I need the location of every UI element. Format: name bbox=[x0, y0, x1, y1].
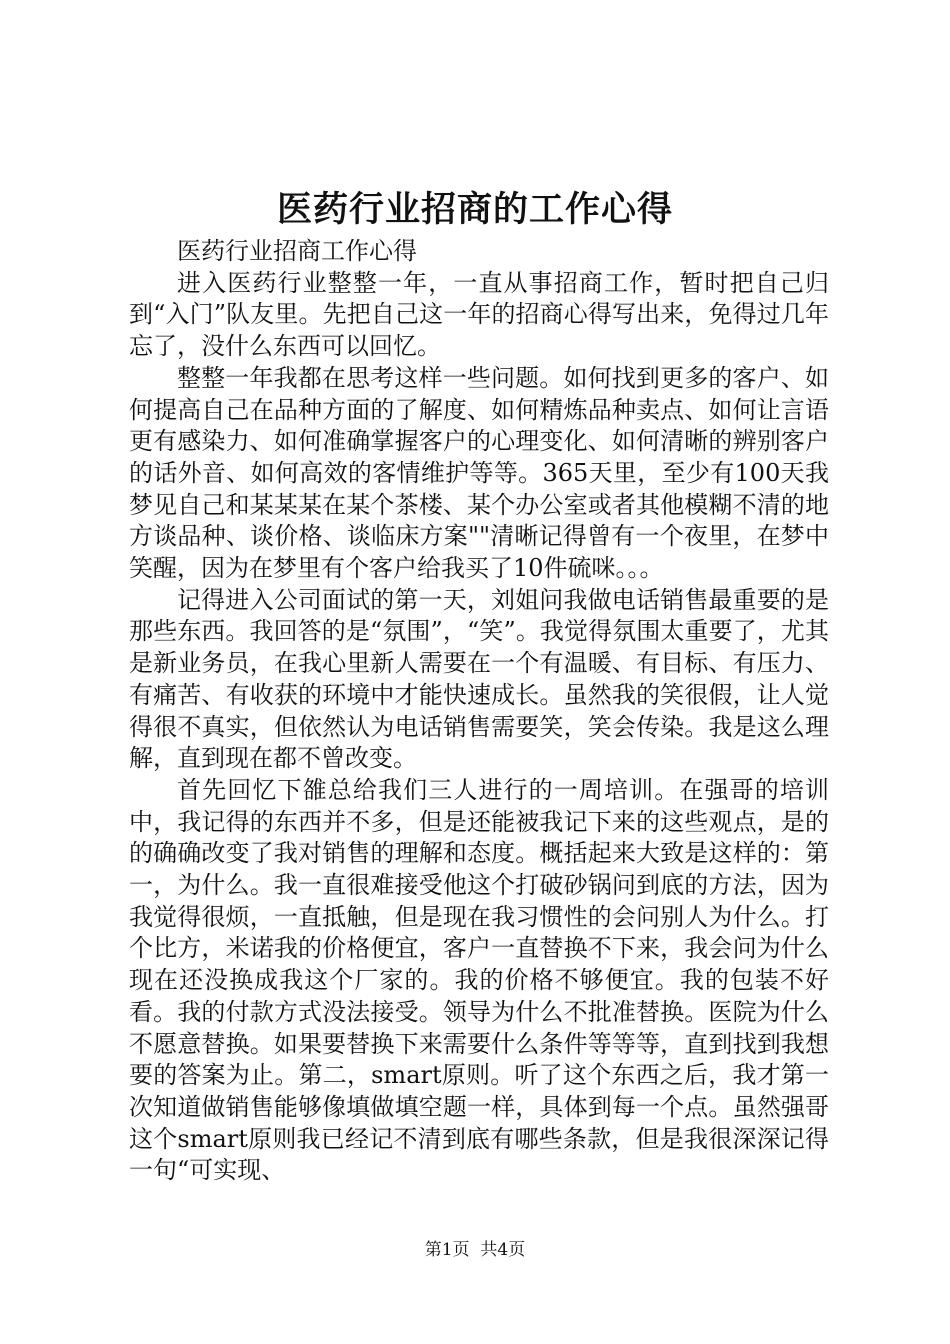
paragraph: 记得进入公司面试的第一天，刘姐问我做电话销售最重要的是那些东西。我回答的是“氛围”，“笑”。我觉得氛围太重要了，尤其是新业务员，在我心里新人需要在一个有温暖、有目标、有压力、有痛苦、有收获的环境中才能快速成长。虽然我的笑很假，让人觉得很不真实，但依然认为电话销售需要笑，笑会传染。我是这么理解，直到现在都不曾改变。 bbox=[129, 585, 829, 773]
page-total: 共4页 bbox=[480, 1240, 526, 1260]
page-footer bbox=[0, 1238, 950, 1262]
document-title: 医药行业招商的工作心得 bbox=[276, 189, 673, 230]
paragraph: 首先回忆下雒总给我们三人进行的一周培训。在强哥的培训中，我记得的东西并不多，但是还能被我记下来的这些观点，是的的确确改变了我对销售的理解和态度。概括起来大致是这样的：第一，为什么。我一直很难接受他这个打破砂锅问到底的方法，因为我觉得很烦，一直抵触，但是现在我习惯性的会问别人为什么。打个比方，米诺我的价格便宜，客户一直替换不下来，我会问为什么现在还没换成我这个厂家的。我的价格不够便宜。我的包装不好看。我的付款方式没法接受。领导为什么不批准替换。医院为什么不愿意替换。如果要替换下来需要什么条件等等等，直到找到我想要的答案为止。第二，smart原则。听了这个东西之后，我才第一次知道做销售能够像填做填空题一样，具体到每一个点。虽然强哥这个smart原则我已经记不清到底有哪些条款，但是我很深深记得一句“可实现、 bbox=[129, 775, 829, 1185]
page-number: 第1页 bbox=[424, 1240, 470, 1260]
document-body bbox=[129, 236, 829, 1187]
footer-spacer bbox=[470, 1240, 481, 1260]
paragraph-subtitle: 医药行业招商工作心得 bbox=[177, 237, 417, 265]
paragraph: 进入医药行业整整一年，一直从事招商工作，暂时把自己归到“入门”队友里。先把自己这一年的招商心得写出来，免得过几年忘了，没什么东西可以回忆。 bbox=[129, 268, 829, 361]
paragraph: 整整一年我都在思考这样一些问题。如何找到更多的客户、如何提高自己在品种方面的了解度、如何精炼品种卖点、如何让言语更有感染力、如何准确掌握客户的心理变化、如何清晰的辨别客户的话外音、如何高效的客情维护等等。365天里，至少有100天我梦见自己和某某某在某个茶楼、某个办公室或者其他模糊不清的地方谈品种、谈价格、谈临床方案""清晰记得曾有一个夜里，在梦中笑醒，因为在梦里有个客户给我买了10件硫咪。。。 bbox=[129, 363, 829, 583]
